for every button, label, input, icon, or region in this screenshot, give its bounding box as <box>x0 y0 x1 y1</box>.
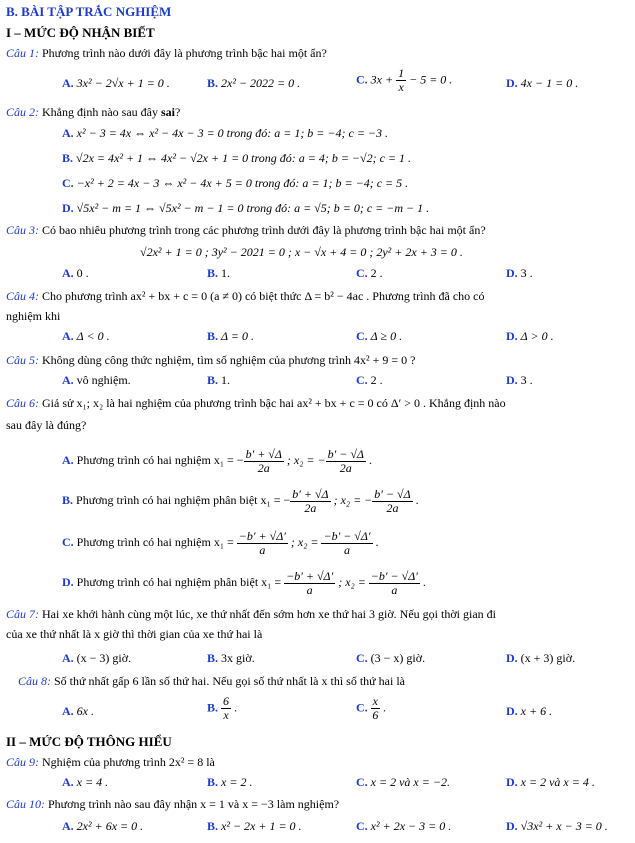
fraction <box>371 695 380 722</box>
option-b[interactable] <box>62 150 635 166</box>
option-letter: D. <box>506 266 518 280</box>
option-text: 1. <box>221 373 231 387</box>
question-5 <box>6 352 635 368</box>
option-letter: C. <box>356 373 368 387</box>
q7-options <box>0 650 635 666</box>
option-letter: B. <box>207 266 219 280</box>
numerator: b′ − √Δ <box>327 446 364 461</box>
question-label: Câu 4: <box>6 289 39 303</box>
question-text: Giả sử x₁; x₂ là hai nghiệm của phương trình bậc hai ax² + bx + c = 0 có Δ′ > 0 . Khẳng định nào <box>39 396 506 410</box>
option-text: Phương trình có hai nghiệm x₁ = − <box>73 453 244 467</box>
option-c[interactable] <box>356 774 450 790</box>
option-text: √5x² − m = 1 ⇔ √5x² − m − 1 = 0 trong đó: a = √5; b = 0; c = −m − 1 . <box>76 201 430 215</box>
option-letter: A. <box>62 775 74 789</box>
option-letter: A. <box>62 329 74 343</box>
option-letter: B. <box>207 775 219 789</box>
option-a[interactable] <box>62 818 143 834</box>
option-letter: C. <box>356 329 368 343</box>
question-6-cont: sau đây là đúng? <box>6 418 87 432</box>
option-text-end: . <box>372 535 379 549</box>
question-label: Câu 2: <box>6 105 39 119</box>
option-letter: C. <box>356 819 368 833</box>
option-text: 3 . <box>520 373 533 387</box>
question-label: Câu 6: <box>6 396 39 410</box>
question-label: Câu 8: <box>18 674 51 688</box>
option-c[interactable] <box>356 372 383 388</box>
question-label: Câu 9: <box>6 755 39 769</box>
option-letter: D. <box>506 329 518 343</box>
option-letter: C. <box>356 651 368 665</box>
question-label: Câu 5: <box>6 353 39 367</box>
numerator: −b′ + √Δ′ <box>238 528 286 543</box>
q3-options <box>0 265 635 281</box>
option-text: √2x = 4x² + 1 ⇔ 4x² − √2x + 1 = 0 trong đó: a = 4; b = −√2; c = 1 . <box>76 151 412 165</box>
option-text: 3 . <box>520 266 533 280</box>
question-text: Nghiệm của phương trình 2x² = 8 là <box>39 755 215 769</box>
option-text: (x + 3) giờ. <box>520 651 576 665</box>
option-letter: D. <box>506 819 518 833</box>
option-text-mid: ; x₂ = − <box>330 493 373 507</box>
question-text: Khẳng định nào sau đây <box>39 105 161 119</box>
option-text: 2 . <box>370 373 383 387</box>
question-8 <box>18 673 635 689</box>
q10-options <box>0 818 635 834</box>
option-letter: B. <box>207 373 219 387</box>
option-text-end: . <box>419 575 426 589</box>
question-label: Câu 10: <box>6 797 45 811</box>
option-a[interactable] <box>62 774 108 790</box>
option-d[interactable] <box>506 818 608 834</box>
option-text: Phương trình có hai nghiệm phân biệt x₁ = <box>73 575 285 589</box>
option-text: vô nghiệm. <box>76 373 131 387</box>
option-letter: D. <box>62 575 74 589</box>
option-text: 4x − 1 = 0 . <box>520 76 579 90</box>
option-letter: B. <box>207 651 219 665</box>
question-emphasis: sai <box>160 105 175 119</box>
option-b[interactable] <box>207 774 252 790</box>
option-c[interactable] <box>356 67 452 94</box>
section-2-title: II – MỨC ĐỘ THÔNG HIỂU <box>6 734 172 749</box>
option-b[interactable] <box>62 485 635 515</box>
option-letter: A. <box>62 126 74 140</box>
option-text: Δ < 0 . <box>76 329 110 343</box>
option-letter: D. <box>62 201 74 215</box>
question-4 <box>6 288 635 304</box>
fraction <box>396 67 406 94</box>
option-text: x = 4 . <box>76 775 109 789</box>
option-text: 2x² − 2022 = 0 . <box>221 76 301 90</box>
option-letter: D. <box>506 373 518 387</box>
option-a[interactable] <box>62 75 170 91</box>
fraction <box>221 695 231 722</box>
fraction <box>244 448 284 475</box>
question-text: Cho phương trình ax² + bx + c = 0 (a ≠ 0) có biệt thức Δ = b² − 4ac . Phương trình đã cho có <box>39 289 485 303</box>
denominator: a <box>259 542 266 557</box>
option-letter: A. <box>62 76 74 90</box>
q1-options <box>0 67 635 97</box>
option-letter: C. <box>62 176 74 190</box>
option-letter: A. <box>62 453 74 467</box>
option-c[interactable] <box>62 527 635 557</box>
option-text-mid: ; x₂ = <box>335 575 369 589</box>
denominator: 2a <box>304 500 317 515</box>
option-text-tail: − 5 = 0 . <box>406 72 453 87</box>
question-9 <box>6 754 635 770</box>
denominator: 2a <box>386 500 399 515</box>
option-text: x + 6 . <box>520 704 553 718</box>
question-label: Câu 1: <box>6 46 39 60</box>
option-text: Δ > 0 . <box>520 329 554 343</box>
question-text: Số thứ nhất gấp 6 lần số thứ hai. Nếu gọi số thứ nhất là x thì số thứ hai là <box>51 674 405 688</box>
option-letter: D. <box>506 76 518 90</box>
fraction <box>237 530 288 557</box>
question-7-cont: của xe thứ nhất là x giờ thì thời gian của xe thứ hai là <box>6 627 263 641</box>
fraction <box>284 570 335 597</box>
option-text: x = 2 . <box>221 775 253 789</box>
numerator: −b′ − √Δ′ <box>323 528 371 543</box>
question-2 <box>6 104 635 120</box>
option-text-end: . <box>380 700 386 715</box>
question-text: Phương trình nào sau đây nhận x = 1 và x = −3 làm nghiệm? <box>45 797 340 811</box>
option-text: Phương trình có hai nghiệm phân biệt x₁ = − <box>73 493 291 507</box>
equation-list: √2x² + 1 = 0 ; 3y² − 2021 = 0 ; x − √x + 4 = 0 ; 2y² + 2x + 3 = 0 . <box>140 245 463 259</box>
option-c[interactable] <box>62 175 635 191</box>
option-d[interactable] <box>62 567 635 597</box>
fraction <box>321 530 372 557</box>
fraction <box>369 570 420 597</box>
option-d[interactable] <box>506 265 533 281</box>
q9-options <box>0 774 635 790</box>
denominator: a <box>344 542 350 557</box>
option-letter: B. <box>207 76 219 90</box>
question-text: Hai xe khởi hành cùng một lúc, xe thứ nhất đến sớm hơn xe thứ hai 3 giờ. Nếu gọi thời gian đi <box>39 607 496 621</box>
option-c[interactable] <box>356 650 425 666</box>
option-d[interactable] <box>62 200 635 216</box>
option-d[interactable] <box>506 774 595 790</box>
option-letter: C. <box>356 72 368 87</box>
option-text: x = 2 và x = −2. <box>370 775 450 789</box>
option-text: Phương trình có hai nghiệm x₁ = <box>73 535 237 549</box>
option-c[interactable] <box>356 818 451 834</box>
question-1 <box>6 45 635 61</box>
option-letter: C. <box>356 266 368 280</box>
denominator: 2a <box>257 460 270 475</box>
option-text: (3 − x) giờ. <box>370 651 426 665</box>
numerator: b′ + √Δ <box>245 446 282 461</box>
q5-options <box>0 372 635 388</box>
numerator: −b′ − √Δ′ <box>370 568 418 583</box>
question-6 <box>6 395 635 411</box>
option-text: 2 . <box>370 266 383 280</box>
option-letter: B. <box>62 493 74 507</box>
option-text: x² − 2x + 1 = 0 . <box>221 819 302 833</box>
option-d[interactable] <box>506 372 533 388</box>
option-letter: B. <box>62 151 74 165</box>
option-text-end: . <box>365 453 372 467</box>
fraction <box>290 488 330 515</box>
numerator: 6 <box>223 694 230 708</box>
numerator: x <box>372 694 378 708</box>
option-b[interactable] <box>207 328 254 344</box>
option-c[interactable] <box>356 328 402 344</box>
option-letter: A. <box>62 373 74 387</box>
option-text: √3x² + x − 3 = 0 . <box>520 819 608 833</box>
option-letter: D. <box>506 704 518 718</box>
option-text: 2x² + 6x = 0 . <box>76 819 144 833</box>
option-text-mid: ; x₂ = − <box>283 453 326 467</box>
question-10 <box>6 796 635 812</box>
fraction <box>372 488 412 515</box>
option-text: (x − 3) giờ. <box>76 651 132 665</box>
option-b[interactable] <box>207 372 230 388</box>
option-b[interactable] <box>207 650 255 666</box>
option-c[interactable] <box>356 695 386 722</box>
option-text: Δ = 0 . <box>221 329 254 343</box>
option-a[interactable] <box>62 650 131 666</box>
option-c[interactable] <box>356 265 383 281</box>
option-letter: B. <box>207 819 219 833</box>
section-1-title: I – MỨC ĐỘ NHẬN BIẾT <box>6 25 155 40</box>
denominator: a <box>306 582 313 597</box>
numerator: 1 <box>398 66 405 80</box>
option-text: x² − 3 = 4x ⇔ x² − 4x − 3 = 0 trong đó: a = 1; b = −4; c = −3 . <box>76 126 389 140</box>
option-d[interactable] <box>506 328 554 344</box>
option-letter: A. <box>62 266 74 280</box>
denominator: x <box>223 708 229 722</box>
option-text: 1. <box>221 266 231 280</box>
option-letter: C. <box>356 775 368 789</box>
option-b[interactable] <box>207 695 237 722</box>
option-letter: C. <box>62 535 74 549</box>
question-3 <box>6 222 635 238</box>
question-text: Có bao nhiêu phương trình trong các phương trình dưới đây là phương trình bậc hai một ẩn? <box>39 223 486 237</box>
option-text: 3x² − 2√x + 1 = 0 . <box>76 76 170 90</box>
question-7 <box>6 606 635 622</box>
question-label: Câu 3: <box>6 223 39 237</box>
option-a[interactable] <box>62 265 89 281</box>
option-letter: B. <box>207 329 219 343</box>
section-b-title: B. BÀI TẬP TRẮC NGHIỆM <box>6 4 172 19</box>
option-letter: D. <box>506 651 518 665</box>
option-text-mid: ; x₂ = <box>287 535 322 549</box>
option-text: x² + 2x − 3 = 0 . <box>370 819 452 833</box>
option-b[interactable] <box>207 818 302 834</box>
fraction <box>326 448 366 475</box>
option-letter: B. <box>207 700 219 715</box>
numerator: b′ + √Δ <box>292 486 329 501</box>
denominator: x <box>398 80 404 94</box>
denominator: 6 <box>372 708 379 722</box>
numerator: −b′ + √Δ′ <box>286 568 334 583</box>
numerator: b′ − √Δ <box>374 486 411 501</box>
option-a[interactable] <box>62 328 110 344</box>
option-text: x = 2 và x = 4 . <box>520 775 595 789</box>
option-letter: C. <box>356 700 368 715</box>
q4-options <box>0 328 635 344</box>
option-d[interactable] <box>506 650 575 666</box>
option-a[interactable] <box>62 445 635 475</box>
question-4-cont: nghiệm khi <box>6 309 61 323</box>
option-text: −x² + 2 = 4x − 3 ⇔ x² − 4x + 5 = 0 trong đó: a = 1; b = −4; c = 5 . <box>76 176 409 190</box>
option-text: 3x + <box>370 72 397 87</box>
question-text: Phương trình nào dưới đây là phương trình bậc hai một ẩn? <box>39 46 327 60</box>
option-d[interactable] <box>506 75 578 91</box>
option-letter: A. <box>62 704 74 718</box>
question-label: Câu 7: <box>6 607 39 621</box>
denominator: a <box>391 582 398 597</box>
q8-options <box>0 695 635 727</box>
option-b[interactable] <box>207 265 230 281</box>
option-a[interactable] <box>62 703 94 719</box>
option-text: Δ ≥ 0 . <box>370 329 403 343</box>
option-text-end: . <box>412 493 419 507</box>
option-text: 3x giờ. <box>221 651 255 665</box>
option-d[interactable] <box>506 703 552 719</box>
option-text: 6x . <box>76 704 94 718</box>
option-letter: D. <box>506 775 518 789</box>
question-text: Không dùng công thức nghiệm, tìm số nghiệm của phương trình 4x² + 9 = 0 ? <box>39 353 416 367</box>
option-b[interactable] <box>207 75 300 91</box>
question-text-end: ? <box>175 105 181 119</box>
option-letter: A. <box>62 651 74 665</box>
denominator: 2a <box>339 460 352 475</box>
option-a[interactable] <box>62 372 131 388</box>
option-text: 0 . <box>76 266 89 280</box>
option-a[interactable] <box>62 125 635 141</box>
option-letter: A. <box>62 819 74 833</box>
option-text-end: . <box>231 700 238 715</box>
